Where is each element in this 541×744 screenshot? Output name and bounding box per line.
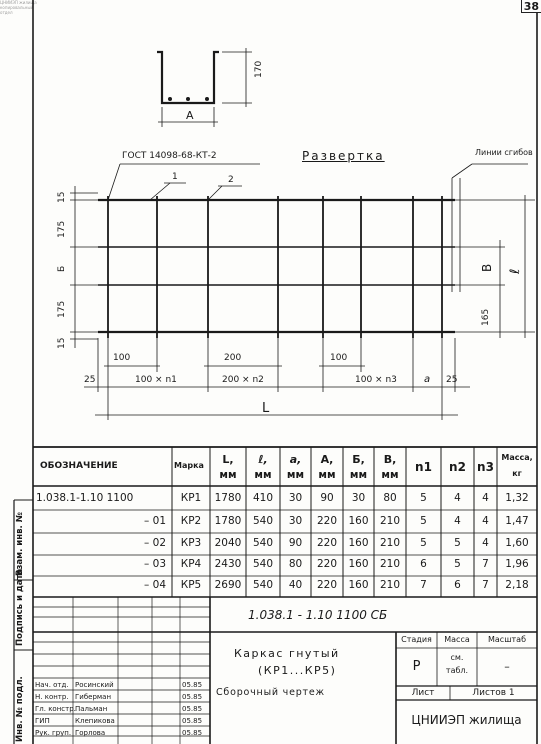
- header-B-unit: мм: [349, 469, 368, 481]
- section-width-label: А: [186, 109, 194, 122]
- left-dimensions: [70, 186, 98, 348]
- table-cell-V: 210: [379, 558, 401, 570]
- table-cell-a: 80: [288, 558, 303, 570]
- header-A-unit: мм: [318, 469, 336, 481]
- dim-bottom-25-right: 25: [446, 375, 458, 385]
- side-label-inv-repl: Взам. инв. №: [15, 512, 25, 576]
- dim-bottom-100n3: 100 × n3: [355, 375, 397, 385]
- table-cell-V: 210: [379, 579, 401, 591]
- bend-lines-note: Линии сгибов: [475, 148, 533, 157]
- signature-role: Н. контр.: [35, 693, 69, 701]
- table-cell-n1: 5: [420, 515, 427, 527]
- header-B: Б,: [352, 453, 365, 466]
- gost-note: ГОСТ 14098-68-КТ-2: [122, 151, 217, 161]
- table-cell-mass: 1,96: [505, 558, 529, 570]
- signature-role: Гл. констр.: [35, 705, 76, 713]
- dim-bottom-200n2: 200 × n2: [222, 375, 264, 385]
- table-cell-L: 1780: [214, 515, 242, 527]
- signature-date: 05.85: [182, 705, 203, 713]
- table-cell-mark: КР5: [180, 579, 202, 591]
- header-V-unit: мм: [381, 469, 399, 481]
- table-cell-n2: 4: [454, 515, 461, 527]
- dim-bottom-a: a: [424, 374, 431, 385]
- header-L-unit: мм: [219, 469, 237, 481]
- table-cell-A: 220: [316, 515, 338, 527]
- table-cell-a: 40: [288, 579, 303, 591]
- table-cell-mass: 1,32: [505, 492, 529, 504]
- mass-label: Масса: [444, 635, 470, 644]
- table-cell-mark: КР3: [180, 537, 202, 549]
- table-cell-n3: 4: [482, 492, 489, 504]
- signature-date: 05.85: [182, 729, 203, 737]
- signature-date: 05.85: [182, 681, 203, 689]
- mass-value-1: см.: [450, 653, 464, 662]
- table-cell-mark: КР4: [180, 558, 202, 570]
- table-cell-l: 410: [252, 492, 274, 504]
- dim-left-15-top: 15: [57, 191, 67, 203]
- header-L: L,: [222, 453, 234, 466]
- section-profile: [157, 52, 219, 103]
- table-cell-n1: 7: [420, 579, 427, 591]
- organization: ЦНИИЭП жилища: [411, 713, 522, 727]
- signature-role: Нач. отд.: [35, 681, 69, 689]
- right-dimensions: [455, 195, 535, 338]
- table-cell-L: 1780: [214, 492, 242, 504]
- title-line-2: (КР1...КР5): [258, 664, 337, 677]
- table-cell-l: 540: [252, 515, 274, 527]
- signature-name: Горлова: [75, 729, 106, 737]
- table-cell-n2: 5: [454, 537, 461, 549]
- table-cell-mass: 1,60: [505, 537, 529, 549]
- table-cell-n3: 7: [482, 579, 489, 591]
- development-title: Развертка: [302, 149, 385, 163]
- table-cell-designation: – 02: [144, 537, 166, 549]
- table-cell-n3: 4: [482, 515, 489, 527]
- table-cell-mass: 2,18: [505, 579, 529, 591]
- table-cell-n1: 5: [420, 537, 427, 549]
- scale-value: –: [504, 660, 510, 673]
- table-cell-B: 160: [348, 579, 369, 591]
- table-cell-V: 210: [379, 515, 401, 527]
- header-a-unit: мм: [286, 469, 305, 481]
- table-cell-B: 160: [348, 515, 369, 527]
- header-V: В,: [383, 453, 397, 466]
- signature-role: ГИП: [35, 717, 50, 725]
- table-cell-A: 220: [316, 558, 338, 570]
- title-line-1: Каркас гнутый: [234, 647, 340, 660]
- dim-total-l: L: [262, 401, 270, 416]
- table-cell-mass: 1,47: [505, 515, 529, 527]
- table-cell-mark: КР1: [180, 492, 202, 504]
- table-cell-a: 30: [288, 492, 303, 504]
- dim-right-165: 165: [481, 308, 491, 326]
- sheets-label: Листов 1: [472, 688, 515, 698]
- archive-stamp: ЦНИИЭП жилища копировальный отдел: [0, 0, 37, 15]
- signature-date: 05.85: [182, 693, 203, 701]
- dim-left-b: Б: [57, 265, 67, 272]
- dim-left-175-bottom: 175: [57, 300, 67, 318]
- table-cell-B: 160: [348, 558, 369, 570]
- table-cell-n1: 6: [420, 558, 427, 570]
- stage-value: Р: [412, 659, 421, 674]
- table-cell-n2: 5: [454, 558, 461, 570]
- dim-left-175-top: 175: [57, 220, 67, 238]
- header-designation: ОБОЗНАЧЕНИЕ: [40, 461, 118, 471]
- table-cell-V: 210: [379, 537, 401, 549]
- header-n3: n3: [477, 460, 494, 474]
- table-cell-a: 90: [288, 537, 303, 549]
- signature-name: Гиберман: [75, 693, 112, 701]
- table-cell-A: 90: [320, 492, 334, 504]
- header-l-unit: мм: [254, 469, 272, 481]
- dim-bottom-25-left: 25: [84, 375, 96, 385]
- header-mark: Марка: [174, 461, 204, 470]
- table-cell-B: 30: [351, 492, 366, 504]
- table-cell-l: 540: [252, 579, 274, 591]
- dim-right-v: В: [480, 263, 494, 272]
- table-cell-designation: – 04: [144, 579, 166, 591]
- header-l: ℓ,: [258, 453, 268, 466]
- dim-bottom-100n1: 100 × n1: [135, 375, 177, 385]
- table-cell-L: 2430: [214, 558, 242, 570]
- table-cell-A: 220: [316, 579, 338, 591]
- table-cell-designation: – 01: [144, 515, 166, 527]
- sheet-number: 38: [521, 0, 541, 13]
- table-cell-a: 30: [288, 515, 303, 527]
- header-mass: Масса,: [501, 453, 533, 462]
- table-cell-L: 2690: [214, 579, 242, 591]
- dim-bottom-100-right: 100: [330, 353, 348, 363]
- signature-name: Клепикова: [75, 717, 115, 725]
- doc-code: 1.038.1 - 1.10 1100 СБ: [248, 608, 388, 622]
- table-cell-L: 2040: [214, 537, 242, 549]
- table-cell-n2: 4: [454, 492, 461, 504]
- header-mass-unit: кг: [512, 469, 522, 478]
- section-height-label: 170: [254, 60, 264, 78]
- dim-right-l: ℓ: [508, 268, 523, 274]
- header-n1: n1: [415, 460, 432, 474]
- signature-role: Рук. груп.: [35, 729, 72, 737]
- development-frame: [98, 164, 528, 338]
- table-cell-n3: 7: [482, 558, 489, 570]
- table-cell-B: 160: [348, 537, 369, 549]
- table-cell-mark: КР2: [180, 515, 202, 527]
- side-label-inv-orig: Инв. № подл.: [15, 676, 25, 742]
- table-cell-n3: 4: [482, 537, 489, 549]
- dim-left-15-bottom: 15: [57, 337, 67, 349]
- stage-label: Стадия: [401, 635, 432, 644]
- dim-bottom-200: 200: [224, 353, 242, 363]
- table-cell-l: 540: [252, 537, 274, 549]
- table-cell-A: 220: [316, 537, 338, 549]
- header-A: А,: [320, 453, 334, 466]
- mass-value-2: табл.: [445, 666, 469, 675]
- table-cell-n1: 5: [420, 492, 427, 504]
- callout-2: 2: [228, 175, 234, 185]
- header-a: а,: [289, 453, 302, 466]
- table-cell-l: 540: [252, 558, 274, 570]
- table-cell-n2: 6: [454, 579, 461, 591]
- sheet-label: Лист: [411, 688, 435, 698]
- header-n2: n2: [449, 460, 466, 474]
- signature-name: Пальман: [75, 705, 108, 713]
- signature-name: Росинский: [75, 681, 114, 689]
- title-line-3: Сборочный чертеж: [216, 687, 325, 698]
- side-label-sign-date: Подпись и дата: [15, 568, 25, 646]
- callout-1: 1: [172, 172, 178, 182]
- table-cell-designation: 1.038.1-1.10 1100: [36, 492, 134, 504]
- dim-bottom-100-left: 100: [113, 353, 131, 363]
- signature-date: 05.85: [182, 717, 203, 725]
- scale-label: Масштаб: [487, 635, 527, 644]
- table-cell-V: 80: [383, 492, 397, 504]
- table-cell-designation: – 03: [144, 558, 166, 570]
